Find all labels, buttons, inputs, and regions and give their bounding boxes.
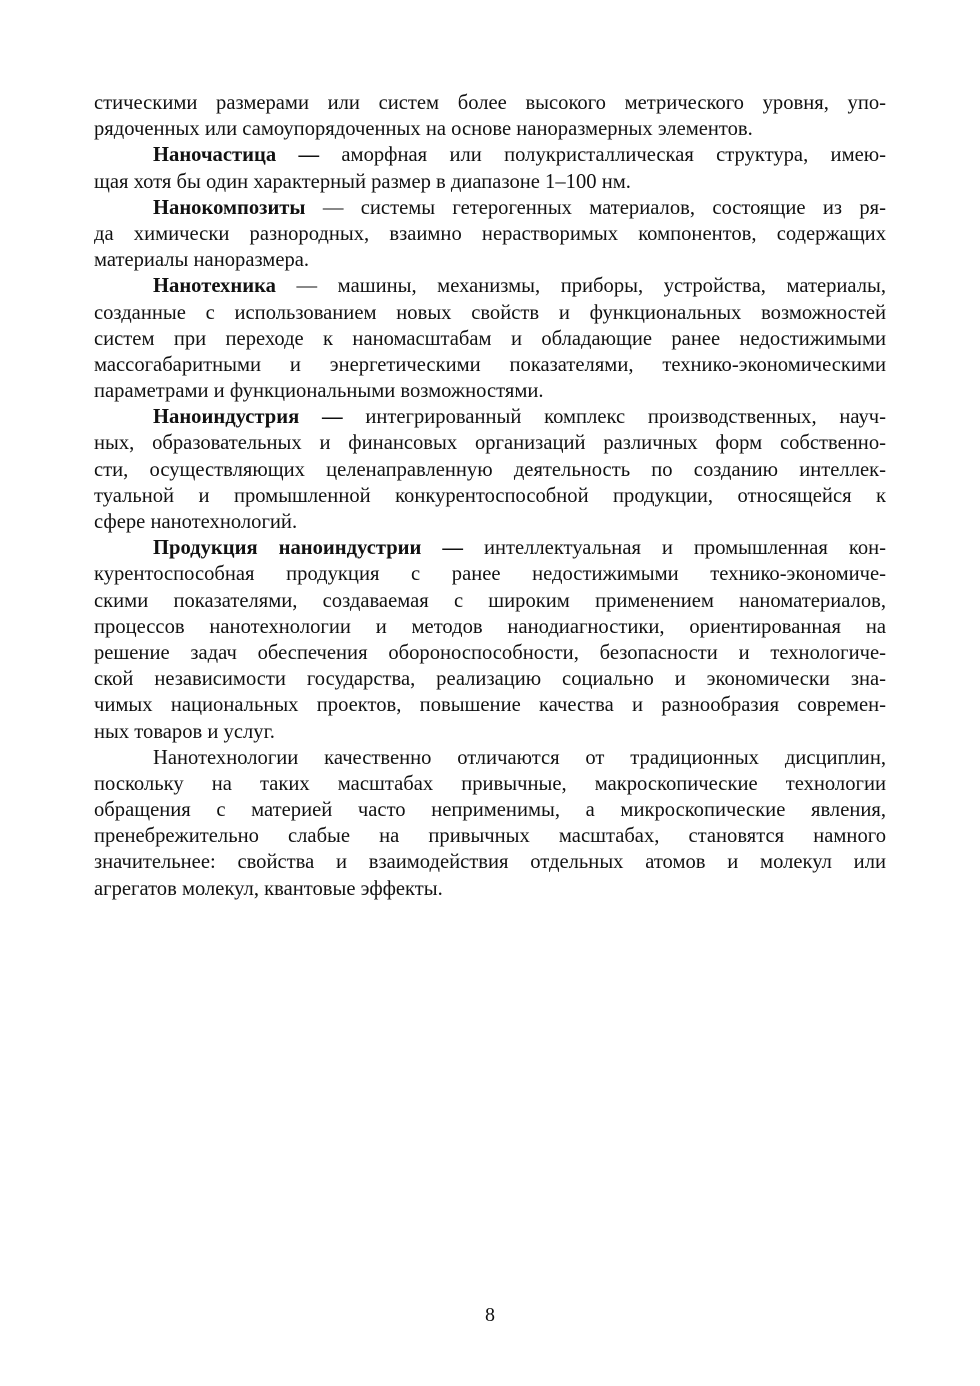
paragraph-continuation bbox=[94, 90, 886, 142]
text-line: созданные с использованием новых свойств и функциональных возможностей bbox=[94, 301, 886, 324]
text-line: значительнее: свойства и взаимодействия отдельных атомов и молекул или bbox=[94, 851, 886, 874]
definition-text: — системы гетерогенных материалов, состоящие из ря- bbox=[305, 196, 886, 219]
text-line: чимых национальных проектов, повышение качества и разнообразия современ- bbox=[94, 694, 886, 717]
text-line: решение задач обеспечения обороноспособности, безопасности и технологиче- bbox=[94, 641, 886, 664]
page-number: 8 bbox=[485, 1304, 495, 1326]
text-line: обращения с материей часто неприменимы, а микроскопические явления, bbox=[94, 799, 886, 822]
text-line: ных, образовательных и финансовых организаций различных форм собственно- bbox=[94, 432, 886, 455]
text-line bbox=[94, 273, 886, 299]
text-line: щая хотя бы один характерный размер в диапазоне 1–100 нм. bbox=[94, 170, 631, 193]
text-line: ных товаров и услуг. bbox=[94, 720, 275, 743]
text-line: ской независимости государства, реализацию социально и экономически зна- bbox=[94, 668, 886, 691]
text-line: сфере нанотехнологий. bbox=[94, 511, 298, 533]
text-line bbox=[94, 142, 886, 168]
text-line: стическими размерами или систем более высокого метрического уровня, упо- bbox=[94, 92, 886, 114]
definition-nanoindustry-products bbox=[94, 535, 886, 745]
definition-term: Нанотехника bbox=[153, 275, 276, 298]
text-line: рядоченных или самоупорядоченных на основе наноразмерных элементов. bbox=[94, 118, 753, 141]
text-line bbox=[94, 195, 886, 221]
definition-term: Продукция наноиндустрии — bbox=[153, 537, 463, 560]
definition-nanotechnics bbox=[94, 273, 886, 404]
text-line: сти, осуществляющих целенаправленную деятельность по созданию интеллек- bbox=[94, 458, 886, 481]
definition-text: интеллектуальная и промышленная кон- bbox=[462, 537, 886, 560]
text-line: материалы наноразмера. bbox=[94, 249, 310, 272]
text-line: туальной и промышленной конкурентоспособной продукции, относящейся к bbox=[94, 484, 886, 507]
definition-text: — машины, механизмы, приборы, устройства, материалы, bbox=[275, 275, 886, 298]
text-line: систем при переходе к наномасштабам и обладающие ранее недостижимыми bbox=[94, 327, 886, 350]
text-line: скими показателями, создаваемая с широким применением наноматериалов, bbox=[94, 589, 886, 612]
text-line bbox=[94, 535, 886, 561]
text-line: поскольку на таких масштабах привычные, макроскопические технологии bbox=[94, 772, 886, 795]
paragraph-nanotechnologies bbox=[94, 745, 886, 902]
text-line: процессов нанотехнологии и методов нанодиагностики, ориентированная на bbox=[94, 615, 886, 638]
definition-term: Наноиндустрия — bbox=[153, 406, 343, 429]
definition-nanoparticle bbox=[94, 142, 886, 194]
text-line bbox=[94, 404, 886, 430]
text-line: массогабаритными и энергетическими показателями, технико-экономическими bbox=[94, 353, 886, 376]
text-line: да химически разнородных, взаимно нерастворимых компонентов, содержащих bbox=[94, 222, 886, 245]
text-line: курентоспособная продукция с ранее недостижимыми технико-экономиче- bbox=[94, 563, 886, 586]
definition-term: Нанокомпозиты bbox=[153, 196, 306, 219]
definition-text: интегрированный комплекс производственных, науч- bbox=[342, 406, 886, 429]
definition-text: аморфная или полукристаллическая структура, имею- bbox=[319, 144, 886, 167]
text-line: Нанотехнологии качественно отличаются от традиционных дисциплин, bbox=[153, 746, 886, 769]
document-page bbox=[94, 90, 886, 902]
definition-nanocomposites bbox=[94, 195, 886, 274]
text-line: агрегатов молекул, квантовые эффекты. bbox=[94, 877, 443, 900]
definition-term: Наночастица — bbox=[153, 144, 320, 167]
definition-nanoindustry bbox=[94, 404, 886, 535]
text-line: пренебрежительно слабые на привычных масштабах, становятся намного bbox=[94, 825, 886, 848]
text-line: параметрами и функциональными возможностями. bbox=[94, 380, 544, 403]
